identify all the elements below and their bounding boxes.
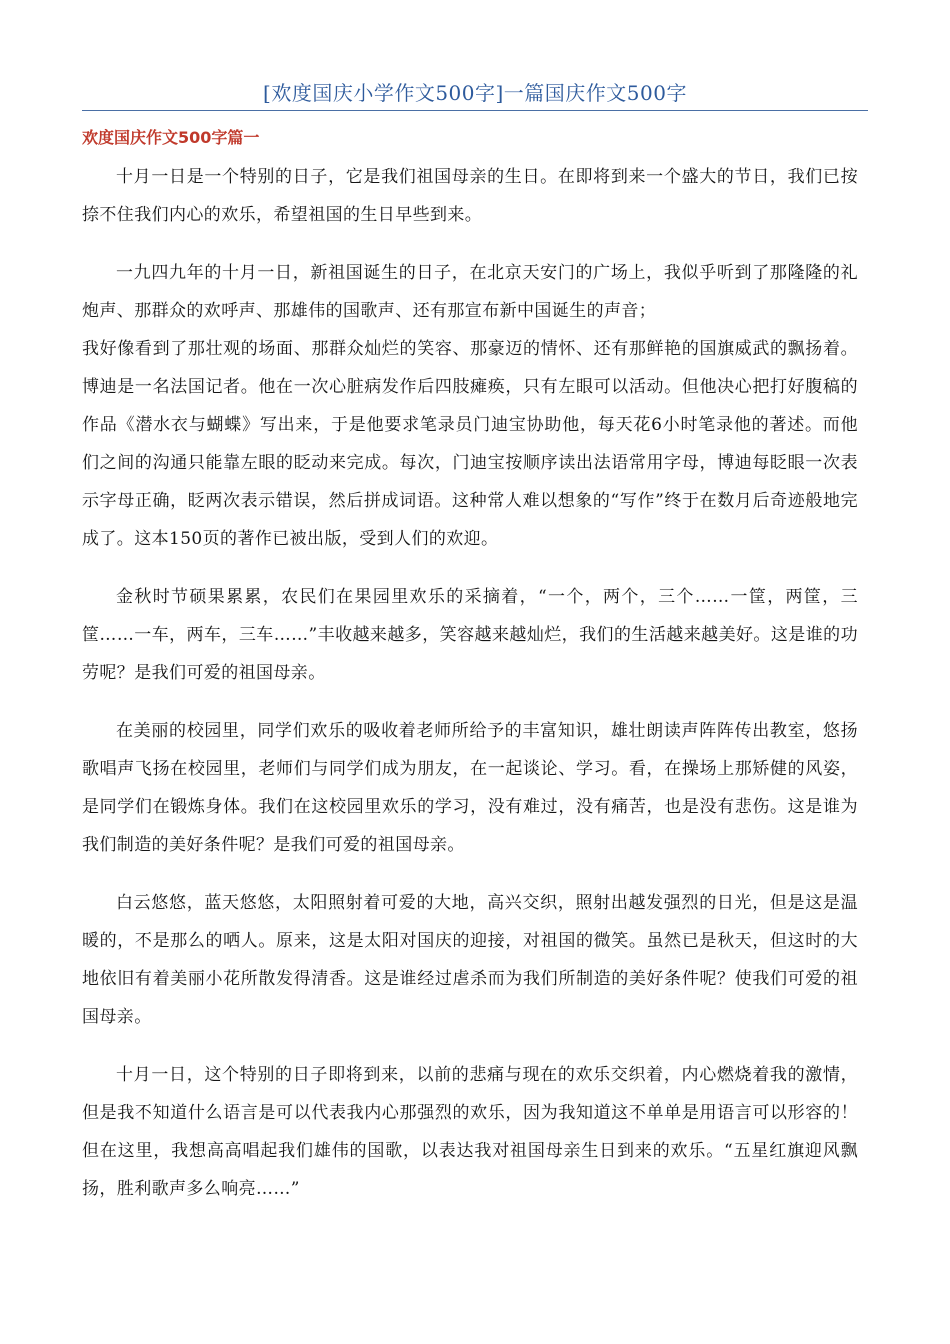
paragraph-1: 十月一日是一个特别的日子，它是我们祖国母亲的生日。在即将到来一个盛大的节日，我们已按捺不住我们内心的欢乐，希望祖国的生日早些到来。 xyxy=(82,167,858,225)
paragraph-3: 我好像看到了那壮观的场面、那群众灿烂的笑容、那豪迈的情怀、还有那鲜艳的国旗威武的飘扬着。博迪是一名法国记者。他在一次心脏病发作后四肢瘫痪，只有左眼可以活动。但他决心把打好腹稿的作品《潜水衣与蝴蝶》写出来，于是他要求笔录员门迪宝协助他，每天花6小时笔录他的著述。而他们之间的沟通只能靠左眼的眨动来完成。每次，门迪宝按顺序读出法语常用字母，博迪每眨眼一次表示字母正确，眨两次表示错误，然后拼成词语。这种常人难以想象的“写作”终于在数月后奇迹般地完成了。这本150页的著作已被出版，受到人们的欢迎。 xyxy=(82,339,858,549)
document-header xyxy=(82,78,868,111)
paragraph-5: 在美丽的校园里，同学们欢乐的吸收着老师所给予的丰富知识，雄壮朗读声阵阵传出教室，悠扬歌唱声飞扬在校园里，老师们与同学们成为朋友，在一起谈论、学习。看，在操场上那矫健的风姿，是同学们在锻炼身体。我们在这校园里欢乐的学习，没有难过，没有痛苦，也是没有悲伤。这是谁为我们制造的美好条件呢？是我们可爱的祖国母亲。 xyxy=(82,721,858,855)
paragraph-2: 一九四九年的十月一日，新祖国诞生的日子，在北京天安门的广场上，我似乎听到了那隆隆的礼炮声、那群众的欢呼声、那雄伟的国歌声、还有那宣布新中国诞生的声音； xyxy=(82,263,858,321)
paragraph-7: 十月一日，这个特别的日子即将到来，以前的悲痛与现在的欢乐交织着，内心燃烧着我的激情，但是我不知道什么语言是可以代表我内心那强烈的欢乐，因为我知道这不单单是用语言可以形容的！但在这里，我想高高唱起我们雄伟的国歌，以表达我对祖国母亲生日到来的欢乐。“五星红旗迎风飘扬，胜利歌声多么响亮……” xyxy=(82,1065,858,1199)
document-title: [欢度国庆小学作文500字]一篇国庆作文500字 xyxy=(263,81,687,105)
section-heading: 欢度国庆作文500字篇一 xyxy=(82,128,260,147)
essay-body xyxy=(82,158,858,1228)
paragraph-6: 白云悠悠，蓝天悠悠，太阳照射着可爱的大地，高兴交织，照射出越发强烈的日光，但是这是温暖的，不是那么的哂人。原来，这是太阳对国庆的迎接，对祖国的微笑。虽然已是秋天，但这时的大地依旧有着美丽小花所散发得清香。这是谁经过虐杀而为我们所制造的美好条件呢？使我们可爱的祖国母亲。 xyxy=(82,893,858,1027)
paragraph-4: 金秋时节硕果累累，农民们在果园里欢乐的采摘着，“一个，两个，三个……一筐，两筐，三筐……一车，两车，三车……”丰收越来越多，笑容越来越灿烂，我们的生活越来越美好。这是谁的功劳呢？是我们可爱的祖国母亲。 xyxy=(82,587,858,683)
